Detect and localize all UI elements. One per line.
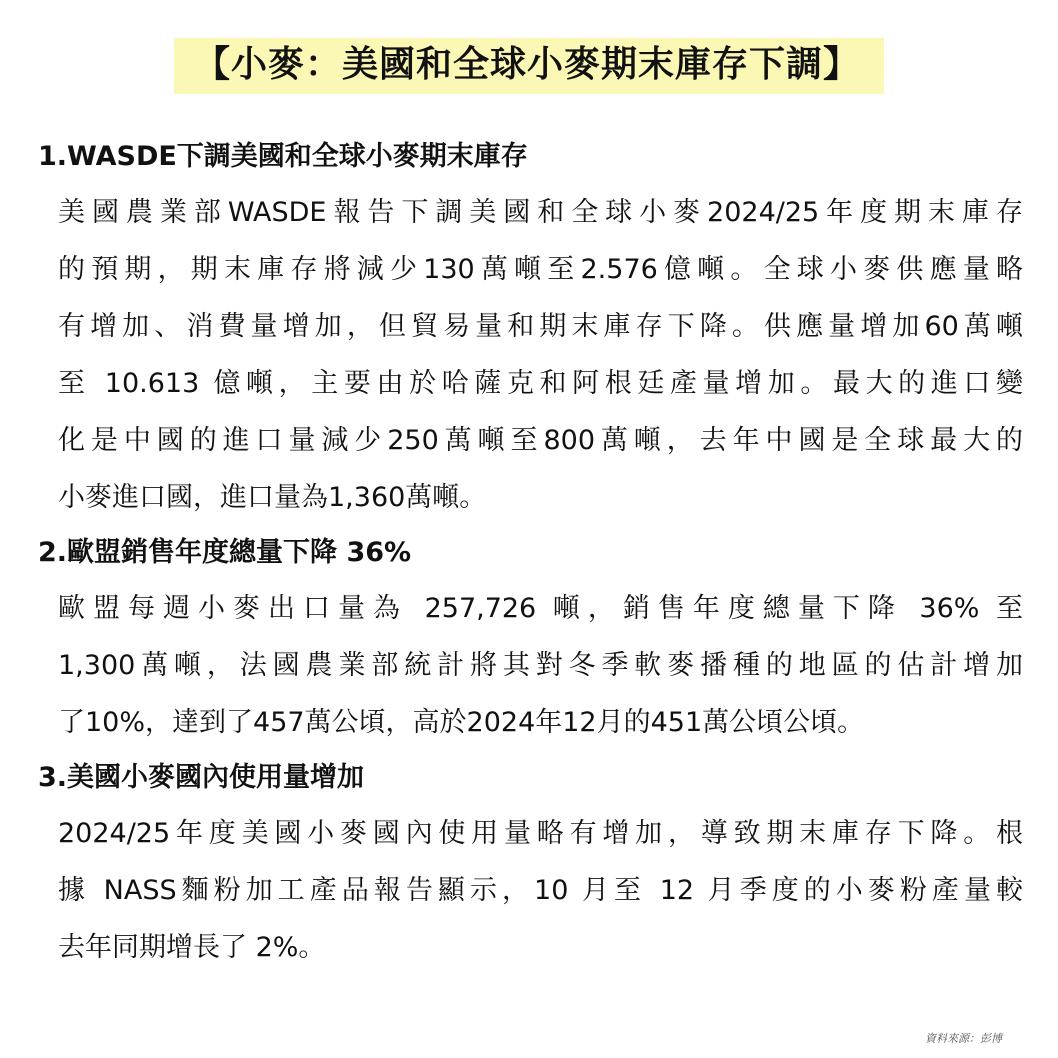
section-heading-us-domestic: 3.美國小麥國內使用量增加	[38, 762, 365, 793]
article-body	[38, 130, 1028, 976]
section-heading-eu: 2.歐盟銷售年度總量下降 36%	[38, 537, 412, 568]
paragraph-line: 1,300萬噸，法國農業部統計將其對冬季軟麥播種的地區的估計增加	[58, 650, 1023, 681]
paragraph-line: 小麥進口國，進口量為1,360萬噸。	[58, 482, 487, 513]
section-paragraph-us-domestic	[38, 805, 1023, 976]
section-paragraph-wasde	[38, 184, 1023, 526]
paragraph-line: 去年同期增長了 2%。	[58, 932, 326, 963]
paragraph-line: 了10%，達到了457萬公頃，高於2024年12月的451萬公頃公頃。	[58, 707, 865, 738]
source-note: 資料來源：彭博	[925, 1032, 1002, 1045]
paragraph-line: 化是中國的進口量減少250萬噸至800萬噸，去年中國是全球最大的	[58, 425, 1023, 456]
section-heading-wasde: 1.WASDE下調美國和全球小麥期末庫存	[38, 141, 528, 172]
page-title: 【小麥：美國和全球小麥期末庫存下調】	[174, 38, 884, 94]
paragraph-line: 據 NASS麵粉加工產品報告顯示，10 月至 12 月季度的小麥粉產量較	[58, 875, 1023, 906]
section-paragraph-eu	[38, 580, 1023, 751]
paragraph-line: 美國農業部WASDE報告下調美國和全球小麥2024/25年度期末庫存	[58, 197, 1023, 228]
paragraph-line: 至 10.613 億噸，主要由於哈薩克和阿根廷產量增加。最大的進口變	[58, 368, 1023, 399]
paragraph-line: 歐盟每週小麥出口量為 257,726 噸，銷售年度總量下降 36% 至	[58, 593, 1023, 624]
paragraph-line: 的預期，期末庫存將減少130萬噸至2.576億噸。全球小麥供應量略	[58, 254, 1023, 285]
paragraph-line: 有增加、消費量增加，但貿易量和期末庫存下降。供應量增加60萬噸	[58, 311, 1023, 342]
paragraph-line: 2024/25年度美國小麥國內使用量略有增加，導致期末庫存下降。根	[58, 818, 1023, 849]
title-wrap	[0, 38, 1058, 94]
